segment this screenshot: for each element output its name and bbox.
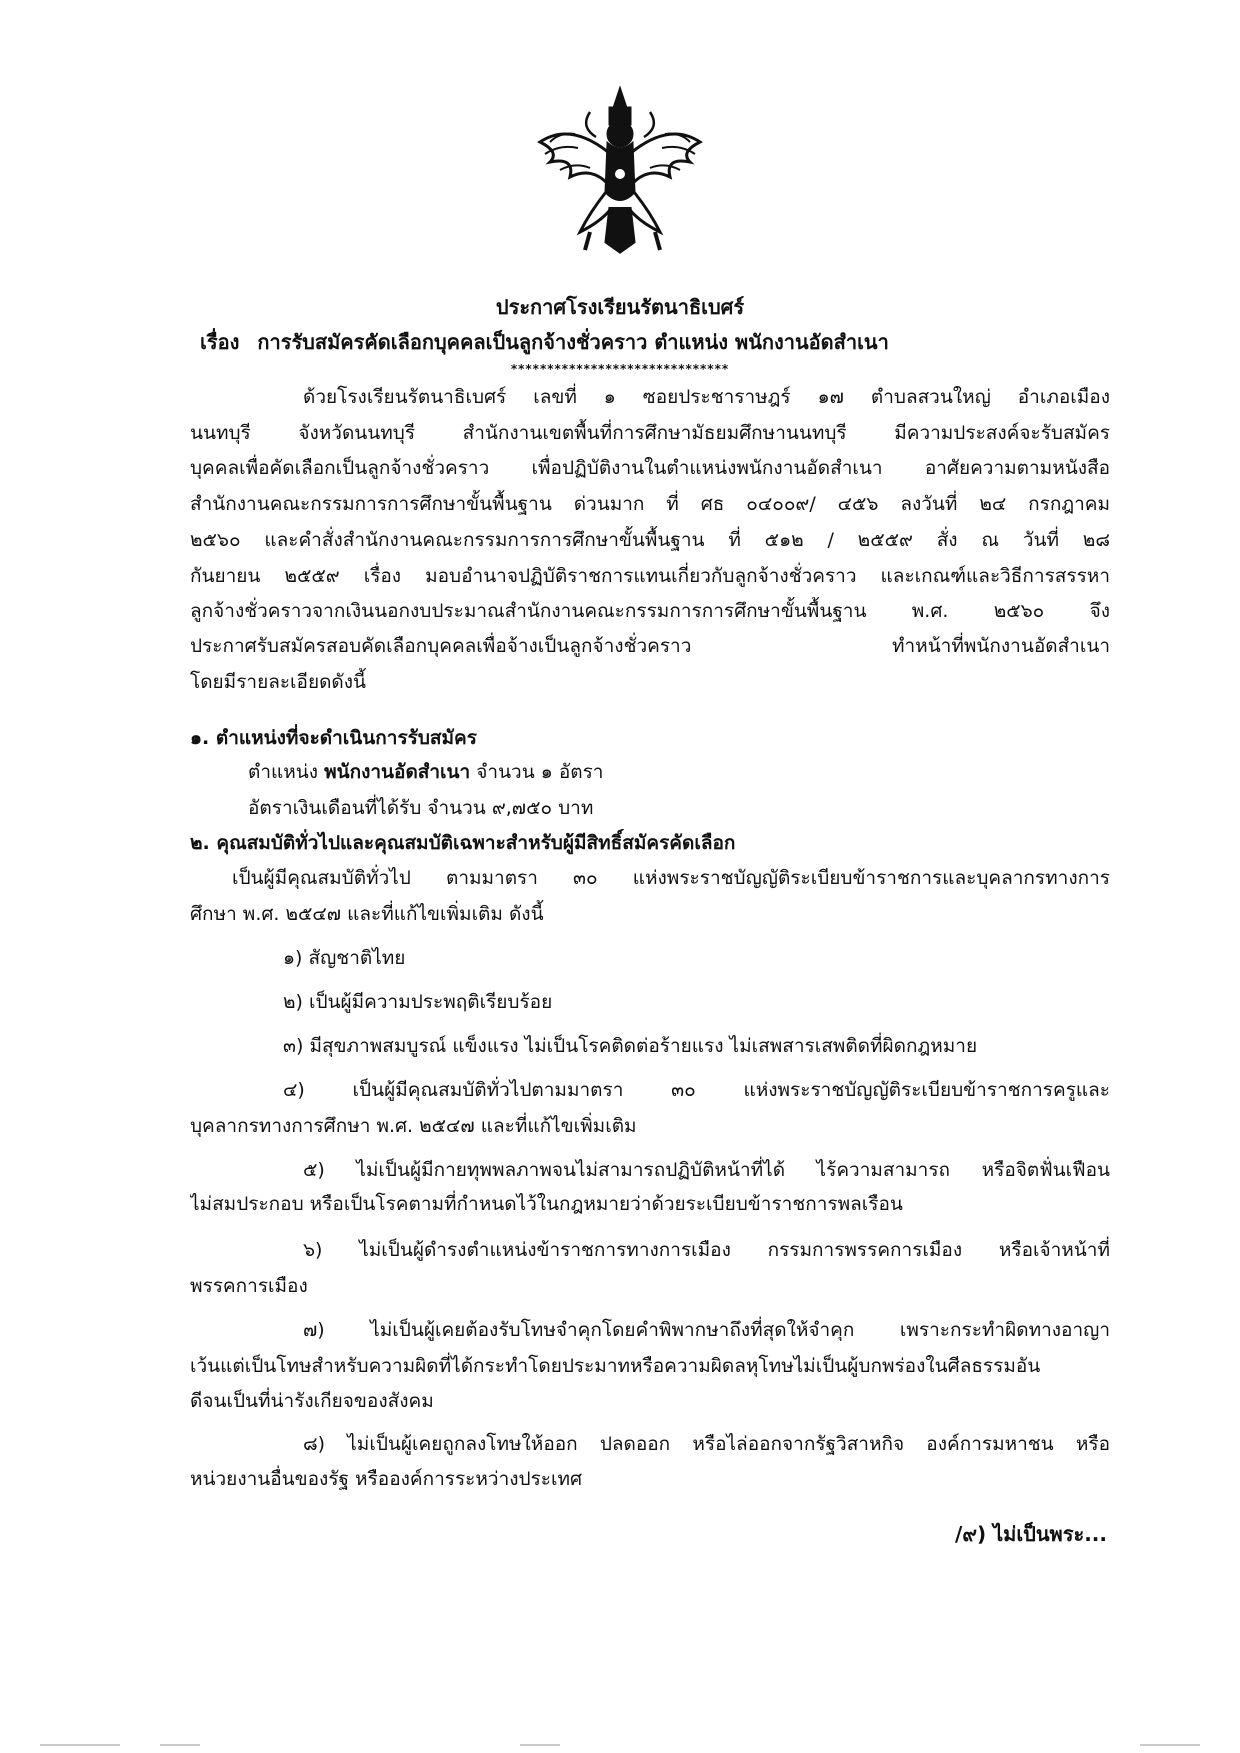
intro-line-8: ประกาศรับสมัครสอบคัดเลือกบุคคลเพื่อจ้างเป็นลูกจ้างชั่วคราว ทำหน้าที่พนักงานอัดสำเนา (190, 635, 1110, 657)
position-line (248, 758, 1108, 786)
section2-intro-1: เป็นผู้มีคุณสมบัติทั่วไป ตามมาตรา ๓๐ แห่งพระราชบัญญัติระเบียบข้าราชการและบุคลากรทางการ (232, 867, 1110, 889)
intro-line-7: ลูกจ้างชั่วคราวจากเงินนอกงบประมาณสำนักงานคณะกรรมการการศึกษาขั้นพื้นฐาน พ.ศ. ๒๕๖๐ จึง (190, 600, 1110, 622)
qualification-item-6-line-1: ๖) ไม่เป็นผู้ดำรงตำแหน่งข้าราชการทางการเมือง กรรมการพรรคการเมือง หรือเจ้าหน้าที่ (303, 1239, 1110, 1261)
qualification-item-6-line-2: พรรคการเมือง (190, 1275, 308, 1297)
garuda-emblem (530, 82, 710, 257)
qualification-item-8-line-2: หน่วยงานอื่นของรัฐ หรือองค์การระหว่างประเทศ (190, 1468, 583, 1490)
intro-line-6: กันยายน ๒๕๕๙ เรื่อง มอบอำนาจปฏิบัติราชการแทนเกี่ยวกับลูกจ้างชั่วคราว และเกณฑ์และวิธีการสรรหา (190, 565, 1110, 587)
qualification-item-5-line-2: ไม่สมประกอบ หรือเป็นโรคตามที่กำหนดไว้ในกฎหมายว่าด้วยระเบียบข้าราชการพลเรือน (190, 1193, 903, 1215)
scan-edge-marks (0, 1743, 1240, 1747)
qualification-item-4-line-1: ๔) เป็นผู้มีคุณสมบัติทั่วไปตามมาตรา ๓๐ แห่งพระราชบัญญัติระเบียบข้าราชการครูและ (283, 1079, 1110, 1101)
position-count: จำนวน ๑ อัตรา (476, 761, 604, 783)
announcement-title: ประกาศโรงเรียนรัตนาธิเบศร์ (495, 295, 745, 319)
section1-heading: ๑. ตำแหน่งที่จะดำเนินการรับสมัคร (190, 727, 477, 749)
section2-intro-2: ศึกษา พ.ศ. ๒๕๔๗ และที่แก้ไขเพิ่มเติม ดังนี้ (190, 903, 544, 925)
continuation-marker: /๙) ไม่เป็นพระ... (955, 1522, 1107, 1546)
subject-label: เรื่อง (200, 330, 240, 354)
salary-line: อัตราเงินเดือนที่ได้รับ จำนวน ๙,๗๕๐ บาท (248, 797, 594, 819)
qualification-item-1: ๑) สัญชาติไทย (283, 947, 406, 969)
intro-line-9: โดยมีรายละเอียดดังนี้ (190, 671, 367, 693)
star-divider: ****************************** (510, 362, 730, 376)
qualification-item-8-line-1: ๘) ไม่เป็นผู้เคยถูกลงโทษให้ออก ปลดออก หรือไล่ออกจากรัฐวิสาหกิจ องค์การมหาชน หรือ (303, 1433, 1110, 1455)
announcement-subject (200, 326, 889, 358)
qualification-item-2: ๒) เป็นผู้มีความประพฤติเรียบร้อย (283, 991, 553, 1013)
qualification-item-7-line-2: เว้นแต่เป็นโทษสำหรับความผิดที่ได้กระทำโดยประมาทหรือความผิดลหุโทษไม่เป็นผู้บกพร่องในศีลธรรมอัน (190, 1355, 1041, 1377)
intro-line-3: บุคคลเพื่อคัดเลือกเป็นลูกจ้างชั่วคราว เพื่อปฏิบัติงานในตำแหน่งพนักงานอัดสำเนา อาศัยความตามหนังสือ (190, 457, 1110, 479)
qualification-item-7-line-3: ดีจนเป็นที่น่ารังเกียจของสังคม (190, 1390, 434, 1412)
qualification-item-3: ๓) มีสุขภาพสมบูรณ์ แข็งแรง ไม่เป็นโรคติดต่อร้ายแรง ไม่เสพสารเสพติดที่ผิดกฎหมาย (283, 1035, 978, 1057)
qualification-item-5-line-1: ๕) ไม่เป็นผู้มีกายทุพพลภาพจนไม่สามารถปฏิบัติหน้าที่ได้ ไร้ความสามารถ หรือจิตฟั่นเฟือน (303, 1159, 1110, 1181)
intro-line-5: ๒๕๖๐ และคำสั่งสำนักงานคณะกรรมการการศึกษาขั้นพื้นฐาน ที่ ๕๑๒ / ๒๕๕๙ สั่ง ณ วันที่ ๒๘ (190, 529, 1110, 551)
subject-text: การรับสมัครคัดเลือกบุคคลเป็นลูกจ้างชั่วคราว ตำแหน่ง พนักงานอัดสำเนา (257, 330, 889, 354)
section2-heading: ๒. คุณสมบัติทั่วไปและคุณสมบัติเฉพาะสำหรับผู้มีสิทธิ์สมัครคัดเลือก (190, 832, 736, 854)
intro-line-4: สำนักงานคณะกรรมการการศึกษาขั้นพื้นฐาน ด่วนมาก ที่ ศธ ๐๔๐๐๙/ ๔๕๖ ลงวันที่ ๒๔ กรกฎาคม (190, 493, 1110, 515)
qualification-item-4-line-2: บุคลากรทางการศึกษา พ.ศ. ๒๕๔๗ และที่แก้ไขเพิ่มเติม (190, 1115, 637, 1137)
position-name: พนักงานอัดสำเนา (324, 761, 471, 783)
qualification-item-7-line-1: ๗) ไม่เป็นผู้เคยต้องรับโทษจำคุกโดยคำพิพากษาถึงที่สุดให้จำคุก เพราะกระทำผิดทางอาญา (303, 1319, 1110, 1341)
position-label: ตำแหน่ง (248, 761, 319, 783)
intro-line-2: นนทบุรี จังหวัดนนทบุรี สำนักงานเขตพื้นที่การศึกษามัธยมศึกษานนทบุรี มีความประสงค์จะรับสมัคร (190, 422, 1110, 444)
intro-line-1: ด้วยโรงเรียนรัตนาธิเบศร์ เลขที่ ๑ ซอยประชาราษฎร์ ๑๗ ตำบลสวนใหญ่ อำเภอเมือง (303, 386, 1110, 408)
